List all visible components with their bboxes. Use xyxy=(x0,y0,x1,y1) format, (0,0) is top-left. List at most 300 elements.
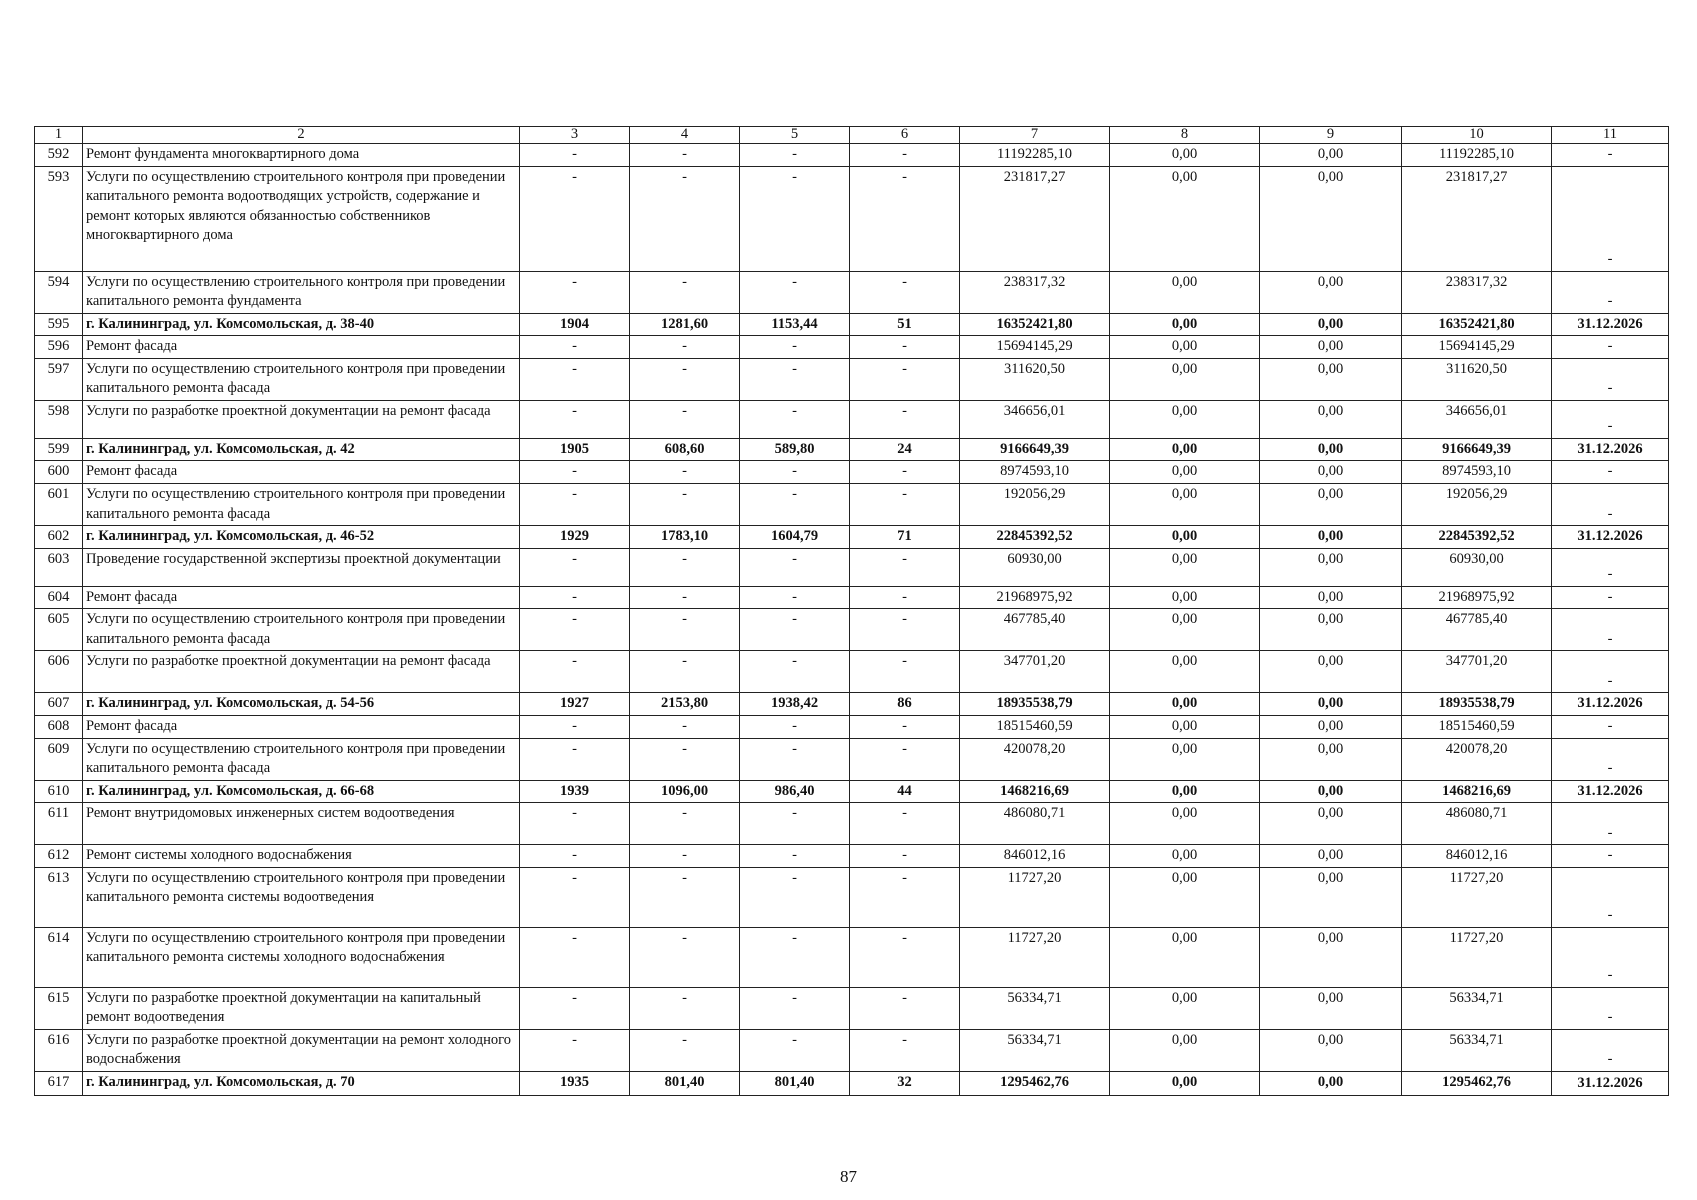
column-header: 9 xyxy=(1260,127,1402,144)
cell-col6: - xyxy=(850,651,960,693)
cell-col6: 24 xyxy=(850,438,960,461)
column-header: 4 xyxy=(630,127,740,144)
cell-col11: - xyxy=(1552,400,1669,438)
cell-col5: - xyxy=(740,400,850,438)
work-item-row xyxy=(35,548,1669,586)
cell-col10: 21968975,92 xyxy=(1402,586,1552,609)
cell-col5: - xyxy=(740,336,850,359)
cell-col7: 21968975,92 xyxy=(960,586,1110,609)
work-item-row xyxy=(35,461,1669,484)
row-name: Ремонт фасада xyxy=(83,336,520,359)
work-item-row xyxy=(35,651,1669,693)
address-row xyxy=(35,438,1669,461)
cell-col8: 0,00 xyxy=(1110,586,1260,609)
cell-col3: - xyxy=(520,166,630,271)
cell-col10: 11727,20 xyxy=(1402,867,1552,927)
work-item-row xyxy=(35,927,1669,987)
cell-col8: 0,00 xyxy=(1110,526,1260,549)
cell-col5: - xyxy=(740,845,850,868)
cell-col5: - xyxy=(740,271,850,313)
row-number: 597 xyxy=(35,358,83,400)
cell-col9: 0,00 xyxy=(1260,143,1402,166)
cell-col4: - xyxy=(630,586,740,609)
work-item-row xyxy=(35,336,1669,359)
cell-col3: - xyxy=(520,609,630,651)
cell-col7: 846012,16 xyxy=(960,845,1110,868)
cell-col10: 60930,00 xyxy=(1402,548,1552,586)
cell-col5: 1604,79 xyxy=(740,526,850,549)
cell-col7: 1468216,69 xyxy=(960,780,1110,803)
work-item-row xyxy=(35,271,1669,313)
cell-col8: 0,00 xyxy=(1110,1072,1260,1096)
cell-col7: 420078,20 xyxy=(960,738,1110,780)
cell-col8: 0,00 xyxy=(1110,313,1260,336)
cell-col6: - xyxy=(850,715,960,738)
cell-col8: 0,00 xyxy=(1110,143,1260,166)
cell-col9: 0,00 xyxy=(1260,927,1402,987)
table-body xyxy=(35,143,1669,1095)
cell-col7: 56334,71 xyxy=(960,1029,1110,1071)
cell-col10: 22845392,52 xyxy=(1402,526,1552,549)
cell-col6: - xyxy=(850,336,960,359)
cell-col11: - xyxy=(1552,845,1669,868)
cell-col5: - xyxy=(740,609,850,651)
cell-col11: - xyxy=(1552,586,1669,609)
cell-col7: 8974593,10 xyxy=(960,461,1110,484)
cell-col5: - xyxy=(740,166,850,271)
cell-col6: - xyxy=(850,987,960,1029)
cell-col7: 11727,20 xyxy=(960,927,1110,987)
cell-col3: - xyxy=(520,845,630,868)
row-name: Услуги по осуществлению строительного контроля при проведении капитального ремонта системы холодного водоснабжения xyxy=(83,927,520,987)
cell-col6: - xyxy=(850,166,960,271)
row-name: Услуги по осуществлению строительного контроля при проведении капитального ремонта фасада xyxy=(83,738,520,780)
cell-col8: 0,00 xyxy=(1110,651,1260,693)
cell-col5: - xyxy=(740,586,850,609)
cell-col4: 2153,80 xyxy=(630,693,740,716)
row-number: 604 xyxy=(35,586,83,609)
cell-col4: 608,60 xyxy=(630,438,740,461)
cell-col6: 51 xyxy=(850,313,960,336)
cell-col10: 9166649,39 xyxy=(1402,438,1552,461)
cell-col11: - xyxy=(1552,548,1669,586)
cell-col4: - xyxy=(630,803,740,845)
address-row xyxy=(35,526,1669,549)
work-item-row xyxy=(35,358,1669,400)
column-header: 1 xyxy=(35,127,83,144)
cell-col3: - xyxy=(520,867,630,927)
cell-col3: 1904 xyxy=(520,313,630,336)
cell-col11: - xyxy=(1552,461,1669,484)
cell-col3: 1927 xyxy=(520,693,630,716)
row-number: 607 xyxy=(35,693,83,716)
row-number: 592 xyxy=(35,143,83,166)
cell-col8: 0,00 xyxy=(1110,927,1260,987)
row-number: 598 xyxy=(35,400,83,438)
cell-col11: - xyxy=(1552,271,1669,313)
row-name: Услуги по осуществлению строительного контроля при проведении капитального ремонта водоотводящих устройств, содержание и ремонт которых являются обязанностью собственников многоквартирного дома xyxy=(83,166,520,271)
cell-col4: - xyxy=(630,738,740,780)
row-number: 595 xyxy=(35,313,83,336)
cell-col6: - xyxy=(850,586,960,609)
cell-col10: 346656,01 xyxy=(1402,400,1552,438)
cell-col3: - xyxy=(520,271,630,313)
cell-col9: 0,00 xyxy=(1260,1072,1402,1096)
row-name: г. Калининград, ул. Комсомольская, д. 54-56 xyxy=(83,693,520,716)
column-header: 11 xyxy=(1552,127,1669,144)
cell-col5: 589,80 xyxy=(740,438,850,461)
cell-col9: 0,00 xyxy=(1260,845,1402,868)
cell-col5: - xyxy=(740,358,850,400)
cell-col8: 0,00 xyxy=(1110,693,1260,716)
address-row xyxy=(35,693,1669,716)
cell-col4: - xyxy=(630,271,740,313)
cell-col10: 56334,71 xyxy=(1402,987,1552,1029)
cell-col9: 0,00 xyxy=(1260,313,1402,336)
cell-col6: - xyxy=(850,1029,960,1071)
cell-col3: 1939 xyxy=(520,780,630,803)
cell-col9: 0,00 xyxy=(1260,586,1402,609)
cell-col4: - xyxy=(630,867,740,927)
cell-col4: 1783,10 xyxy=(630,526,740,549)
cell-col7: 18515460,59 xyxy=(960,715,1110,738)
cell-col9: 0,00 xyxy=(1260,867,1402,927)
cell-col9: 0,00 xyxy=(1260,715,1402,738)
row-name: Услуги по осуществлению строительного контроля при проведении капитального ремонта системы водоотведения xyxy=(83,867,520,927)
cell-col10: 18515460,59 xyxy=(1402,715,1552,738)
row-number: 611 xyxy=(35,803,83,845)
row-name: Ремонт внутридомовых инженерных систем водоотведения xyxy=(83,803,520,845)
cell-col8: 0,00 xyxy=(1110,358,1260,400)
cell-col4: - xyxy=(630,166,740,271)
cell-col3: - xyxy=(520,143,630,166)
cell-col5: - xyxy=(740,1029,850,1071)
row-name: г. Калининград, ул. Комсомольская, д. 42 xyxy=(83,438,520,461)
row-number: 600 xyxy=(35,461,83,484)
cell-col11: - xyxy=(1552,987,1669,1029)
cell-col11: - xyxy=(1552,166,1669,271)
cell-col5: 1153,44 xyxy=(740,313,850,336)
cell-col8: 0,00 xyxy=(1110,845,1260,868)
cell-col8: 0,00 xyxy=(1110,166,1260,271)
cell-col7: 15694145,29 xyxy=(960,336,1110,359)
cell-col4: 801,40 xyxy=(630,1072,740,1096)
work-item-row xyxy=(35,166,1669,271)
cell-col6: - xyxy=(850,867,960,927)
cell-col4: - xyxy=(630,651,740,693)
cell-col8: 0,00 xyxy=(1110,780,1260,803)
work-item-row xyxy=(35,609,1669,651)
cell-col11: 31.12.2026 xyxy=(1552,1072,1669,1096)
work-item-row xyxy=(35,484,1669,526)
row-name: Услуги по осуществлению строительного контроля при проведении капитального ремонта фасада xyxy=(83,609,520,651)
work-item-row xyxy=(35,715,1669,738)
column-header: 8 xyxy=(1110,127,1260,144)
cell-col4: - xyxy=(630,143,740,166)
cell-col5: 801,40 xyxy=(740,1072,850,1096)
cell-col4: - xyxy=(630,987,740,1029)
cell-col9: 0,00 xyxy=(1260,803,1402,845)
cell-col10: 1468216,69 xyxy=(1402,780,1552,803)
cell-col11: - xyxy=(1552,715,1669,738)
cell-col11: - xyxy=(1552,609,1669,651)
cell-col6: 32 xyxy=(850,1072,960,1096)
cell-col4: - xyxy=(630,715,740,738)
cell-col10: 311620,50 xyxy=(1402,358,1552,400)
work-item-row xyxy=(35,738,1669,780)
row-number: 615 xyxy=(35,987,83,1029)
cell-col5: - xyxy=(740,548,850,586)
cell-col11: - xyxy=(1552,927,1669,987)
work-plan-table xyxy=(34,126,1669,1096)
cell-col11: 31.12.2026 xyxy=(1552,526,1669,549)
cell-col10: 16352421,80 xyxy=(1402,313,1552,336)
cell-col9: 0,00 xyxy=(1260,987,1402,1029)
cell-col8: 0,00 xyxy=(1110,987,1260,1029)
cell-col4: - xyxy=(630,845,740,868)
cell-col3: - xyxy=(520,484,630,526)
cell-col7: 11727,20 xyxy=(960,867,1110,927)
cell-col3: 1935 xyxy=(520,1072,630,1096)
cell-col7: 18935538,79 xyxy=(960,693,1110,716)
cell-col8: 0,00 xyxy=(1110,738,1260,780)
cell-col5: 986,40 xyxy=(740,780,850,803)
row-name: г. Калининград, ул. Комсомольская, д. 38-40 xyxy=(83,313,520,336)
cell-col6: - xyxy=(850,845,960,868)
cell-col8: 0,00 xyxy=(1110,715,1260,738)
address-row xyxy=(35,780,1669,803)
cell-col11: - xyxy=(1552,738,1669,780)
cell-col6: 71 xyxy=(850,526,960,549)
cell-col4: - xyxy=(630,609,740,651)
cell-col3: - xyxy=(520,586,630,609)
cell-col7: 192056,29 xyxy=(960,484,1110,526)
cell-col3: 1905 xyxy=(520,438,630,461)
cell-col7: 22845392,52 xyxy=(960,526,1110,549)
row-name: Ремонт системы холодного водоснабжения xyxy=(83,845,520,868)
row-name: Ремонт фасада xyxy=(83,461,520,484)
row-number: 606 xyxy=(35,651,83,693)
cell-col10: 11192285,10 xyxy=(1402,143,1552,166)
cell-col10: 18935538,79 xyxy=(1402,693,1552,716)
cell-col10: 486080,71 xyxy=(1402,803,1552,845)
cell-col5: - xyxy=(740,484,850,526)
cell-col6: - xyxy=(850,484,960,526)
row-number: 610 xyxy=(35,780,83,803)
cell-col6: 86 xyxy=(850,693,960,716)
page-number: 87 xyxy=(840,1167,857,1186)
cell-col6: - xyxy=(850,143,960,166)
cell-col4: - xyxy=(630,484,740,526)
cell-col9: 0,00 xyxy=(1260,1029,1402,1071)
cell-col11: 31.12.2026 xyxy=(1552,438,1669,461)
cell-col8: 0,00 xyxy=(1110,400,1260,438)
row-number: 605 xyxy=(35,609,83,651)
cell-col9: 0,00 xyxy=(1260,484,1402,526)
cell-col9: 0,00 xyxy=(1260,271,1402,313)
cell-col7: 56334,71 xyxy=(960,987,1110,1029)
cell-col5: - xyxy=(740,987,850,1029)
row-name: г. Калининград, ул. Комсомольская, д. 70 xyxy=(83,1072,520,1096)
cell-col8: 0,00 xyxy=(1110,271,1260,313)
cell-col3: - xyxy=(520,358,630,400)
cell-col9: 0,00 xyxy=(1260,651,1402,693)
cell-col8: 0,00 xyxy=(1110,484,1260,526)
cell-col10: 231817,27 xyxy=(1402,166,1552,271)
cell-col9: 0,00 xyxy=(1260,548,1402,586)
cell-col9: 0,00 xyxy=(1260,438,1402,461)
cell-col5: - xyxy=(740,651,850,693)
cell-col10: 56334,71 xyxy=(1402,1029,1552,1071)
cell-col7: 238317,32 xyxy=(960,271,1110,313)
cell-col11: 31.12.2026 xyxy=(1552,313,1669,336)
cell-col6: 44 xyxy=(850,780,960,803)
cell-col9: 0,00 xyxy=(1260,358,1402,400)
cell-col9: 0,00 xyxy=(1260,400,1402,438)
cell-col5: - xyxy=(740,715,850,738)
cell-col4: - xyxy=(630,336,740,359)
cell-col3: - xyxy=(520,987,630,1029)
row-name: Услуги по разработке проектной документации на ремонт холодного водоснабжения xyxy=(83,1029,520,1071)
row-name: Услуги по разработке проектной документации на ремонт фасада xyxy=(83,651,520,693)
address-row xyxy=(35,313,1669,336)
cell-col7: 60930,00 xyxy=(960,548,1110,586)
row-number: 602 xyxy=(35,526,83,549)
cell-col10: 238317,32 xyxy=(1402,271,1552,313)
column-header: 6 xyxy=(850,127,960,144)
row-number: 601 xyxy=(35,484,83,526)
cell-col5: - xyxy=(740,143,850,166)
cell-col10: 15694145,29 xyxy=(1402,336,1552,359)
cell-col3: - xyxy=(520,738,630,780)
cell-col10: 347701,20 xyxy=(1402,651,1552,693)
cell-col4: - xyxy=(630,927,740,987)
row-number: 609 xyxy=(35,738,83,780)
cell-col6: - xyxy=(850,548,960,586)
row-number: 612 xyxy=(35,845,83,868)
cell-col3: - xyxy=(520,336,630,359)
cell-col3: - xyxy=(520,548,630,586)
cell-col9: 0,00 xyxy=(1260,693,1402,716)
row-number: 608 xyxy=(35,715,83,738)
cell-col7: 347701,20 xyxy=(960,651,1110,693)
cell-col8: 0,00 xyxy=(1110,1029,1260,1071)
row-name: Ремонт фундамента многоквартирного дома xyxy=(83,143,520,166)
work-item-row xyxy=(35,400,1669,438)
cell-col10: 846012,16 xyxy=(1402,845,1552,868)
cell-col3: - xyxy=(520,927,630,987)
cell-col5: 1938,42 xyxy=(740,693,850,716)
cell-col11: 31.12.2026 xyxy=(1552,693,1669,716)
row-name: г. Калининград, ул. Комсомольская, д. 66-68 xyxy=(83,780,520,803)
work-item-row xyxy=(35,586,1669,609)
cell-col7: 486080,71 xyxy=(960,803,1110,845)
cell-col9: 0,00 xyxy=(1260,609,1402,651)
cell-col11: - xyxy=(1552,1029,1669,1071)
row-number: 613 xyxy=(35,867,83,927)
column-header: 5 xyxy=(740,127,850,144)
cell-col7: 231817,27 xyxy=(960,166,1110,271)
cell-col9: 0,00 xyxy=(1260,336,1402,359)
cell-col4: - xyxy=(630,548,740,586)
row-name: Услуги по разработке проектной документации на капитальный ремонт водоотведения xyxy=(83,987,520,1029)
cell-col7: 16352421,80 xyxy=(960,313,1110,336)
cell-col3: - xyxy=(520,1029,630,1071)
cell-col4: - xyxy=(630,1029,740,1071)
row-number: 596 xyxy=(35,336,83,359)
cell-col10: 192056,29 xyxy=(1402,484,1552,526)
cell-col4: - xyxy=(630,461,740,484)
cell-col9: 0,00 xyxy=(1260,461,1402,484)
row-number: 614 xyxy=(35,927,83,987)
cell-col7: 346656,01 xyxy=(960,400,1110,438)
cell-col9: 0,00 xyxy=(1260,780,1402,803)
column-number-header xyxy=(35,127,1669,144)
row-name: Услуги по осуществлению строительного контроля при проведении капитального ремонта фундамента xyxy=(83,271,520,313)
cell-col7: 1295462,76 xyxy=(960,1072,1110,1096)
row-number: 616 xyxy=(35,1029,83,1071)
cell-col6: - xyxy=(850,803,960,845)
cell-col8: 0,00 xyxy=(1110,609,1260,651)
cell-col6: - xyxy=(850,400,960,438)
row-number: 617 xyxy=(35,1072,83,1096)
cell-col3: - xyxy=(520,400,630,438)
cell-col10: 420078,20 xyxy=(1402,738,1552,780)
row-number: 603 xyxy=(35,548,83,586)
cell-col11: - xyxy=(1552,867,1669,927)
cell-col10: 8974593,10 xyxy=(1402,461,1552,484)
cell-col11: - xyxy=(1552,651,1669,693)
cell-col7: 467785,40 xyxy=(960,609,1110,651)
cell-col6: - xyxy=(850,271,960,313)
column-header: 7 xyxy=(960,127,1110,144)
cell-col5: - xyxy=(740,867,850,927)
cell-col5: - xyxy=(740,803,850,845)
cell-col8: 0,00 xyxy=(1110,461,1260,484)
cell-col7: 311620,50 xyxy=(960,358,1110,400)
cell-col9: 0,00 xyxy=(1260,738,1402,780)
cell-col3: - xyxy=(520,715,630,738)
cell-col3: - xyxy=(520,803,630,845)
cell-col3: 1929 xyxy=(520,526,630,549)
row-name: Ремонт фасада xyxy=(83,715,520,738)
cell-col6: - xyxy=(850,738,960,780)
work-item-row xyxy=(35,845,1669,868)
cell-col10: 1295462,76 xyxy=(1402,1072,1552,1096)
cell-col11: - xyxy=(1552,484,1669,526)
row-number: 599 xyxy=(35,438,83,461)
cell-col9: 0,00 xyxy=(1260,526,1402,549)
row-number: 593 xyxy=(35,166,83,271)
cell-col6: - xyxy=(850,358,960,400)
cell-col11: 31.12.2026 xyxy=(1552,780,1669,803)
cell-col8: 0,00 xyxy=(1110,438,1260,461)
cell-col11: - xyxy=(1552,143,1669,166)
cell-col9: 0,00 xyxy=(1260,166,1402,271)
cell-col8: 0,00 xyxy=(1110,336,1260,359)
cell-col8: 0,00 xyxy=(1110,803,1260,845)
cell-col4: 1281,60 xyxy=(630,313,740,336)
cell-col6: - xyxy=(850,609,960,651)
row-name: Ремонт фасада xyxy=(83,586,520,609)
cell-col6: - xyxy=(850,461,960,484)
cell-col11: - xyxy=(1552,336,1669,359)
work-item-row xyxy=(35,867,1669,927)
row-name: Услуги по разработке проектной документации на ремонт фасада xyxy=(83,400,520,438)
column-header: 10 xyxy=(1402,127,1552,144)
work-item-row xyxy=(35,803,1669,845)
cell-col4: - xyxy=(630,400,740,438)
